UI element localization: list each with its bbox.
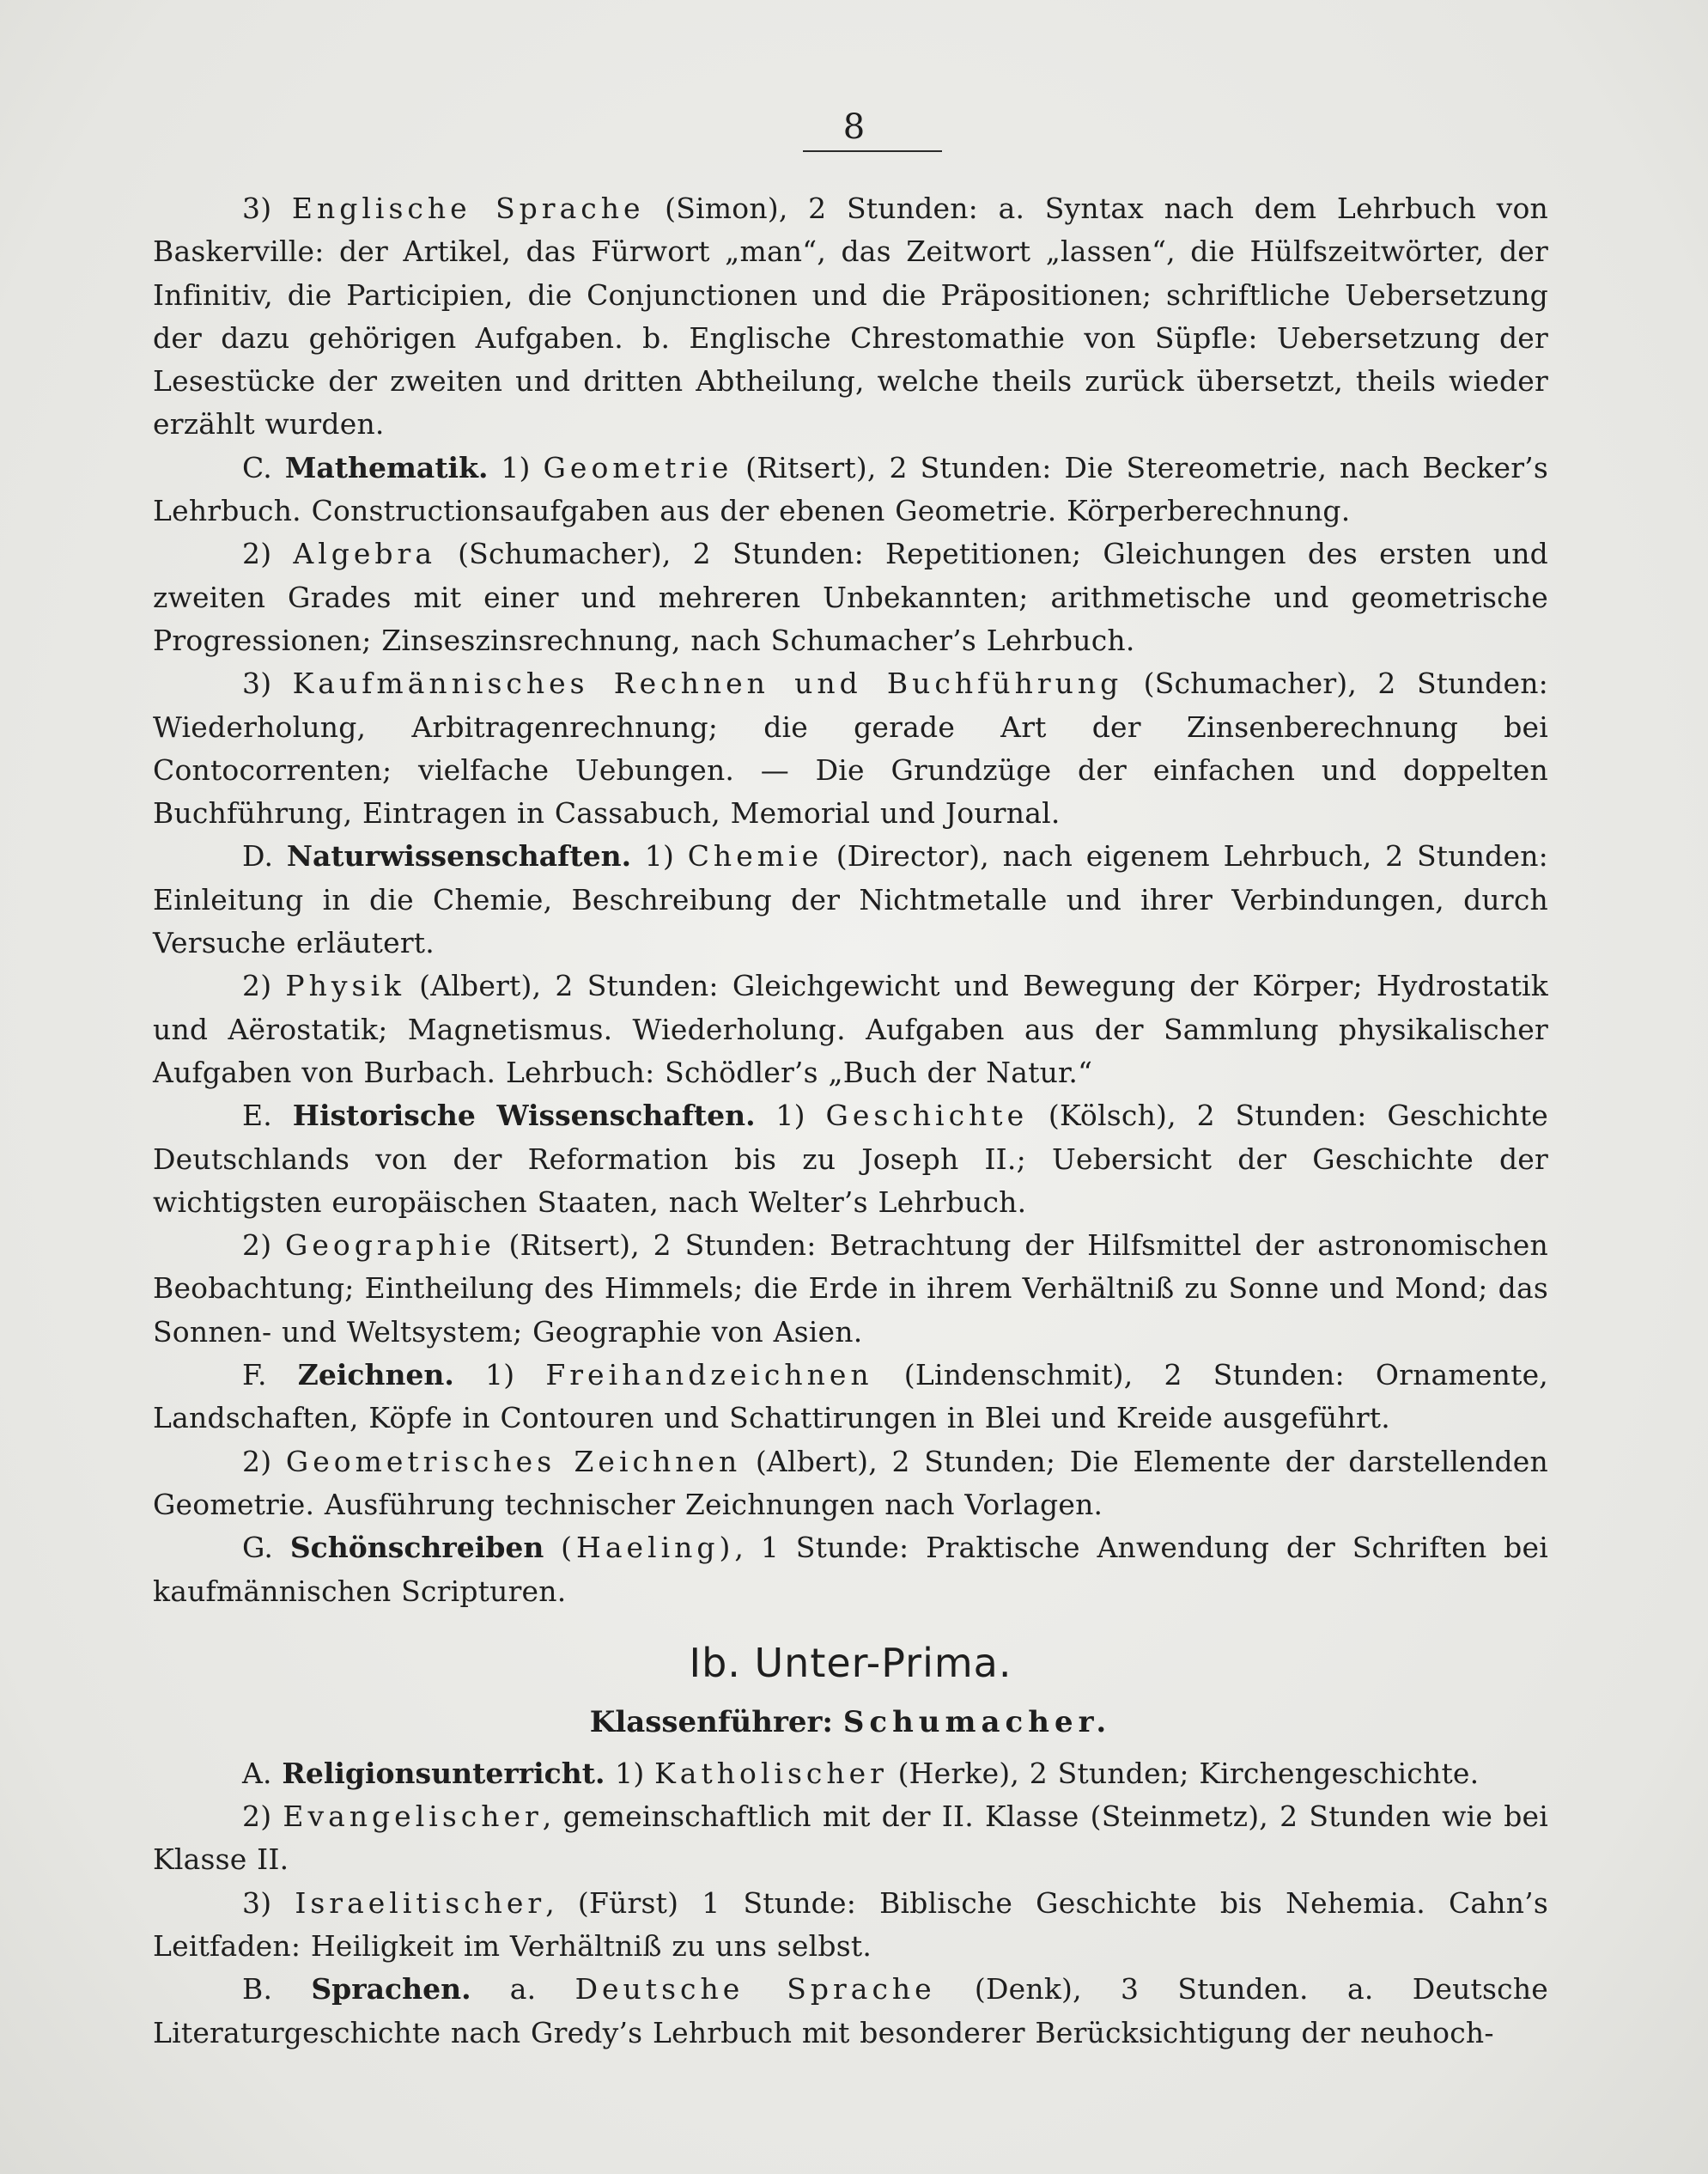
subject-name: Physik <box>285 969 406 1003</box>
page-number: 8 <box>842 107 866 147</box>
subject-name: Deutsche Sprache <box>574 1972 936 2007</box>
paragraph-calligraphy: G. Schönschreiben (Haeling), 1 Stunde: Praktische Anwendung der Schriften bei kaufmännischen Scripturen. <box>153 1531 1548 1608</box>
paragraph-languages: B. Sprachen. a. Deutsche Sprache (Denk), 3 Stunden. a. Deutsche Literaturgeschichte nach Gredy’s Lehrbuch mit besonderer Berücksichtigung der neuhoch- <box>153 1972 1549 2049</box>
paragraph-commercial: 3) Kaufmännisches Rechnen und Buchführung (Schumacher), 2 Stunden: Wiederholung, Arbitragenrechnung; die gerade Art der Zinsenberechnung bei Contocorrenten; vielfache Uebungen. — Die Grundzüge der einfachen und doppelten Buchführung, Eintragen in Cassabuch, Memorial und Journal. <box>153 667 1548 831</box>
section-head: Zeichnen. <box>297 1358 454 1392</box>
section-head: Schönschreiben <box>289 1531 544 1565</box>
paragraph-algebra: 2) Algebra (Schumacher), 2 Stunden: Repetitionen; Gleichungen des ersten und zweiten Grades mit einer und mehreren Unbekannten; arithmetische und geometrische Progressionen; Zinseszinsrechnung, nach Schumacher’s Lehrbuch. <box>153 537 1548 657</box>
paragraph-english: 3) Englische Sprache (Simon), 2 Stunden: a. Syntax nach dem Lehrbuch von Baskerville: der Artikel, das Fürwort „man“, das Zeitwort „lassen“, die Hülfszeitwörter, der Infinitiv, die Participien, die Conjunctionen und die Präpositionen; schriftliche Uebersetzung der dazu gehörigen Aufgaben. b. Englische Chrestomathie von Süpfle: Uebersetzung der Lesestücke der zweiten und dritten Abtheilung, welche theils zurück übersetzt, theils wieder erzählt wurden. <box>153 192 1548 441</box>
subject-name: Chemie <box>687 839 824 874</box>
header-rule <box>803 150 942 152</box>
subject-name: Englische Sprache <box>291 192 645 225</box>
teacher-name: (Haeling) <box>561 1531 735 1565</box>
subject-name: Geschichte <box>825 1099 1029 1133</box>
subject-name: Geometrie <box>543 450 733 484</box>
subject-name: Geographie <box>285 1228 495 1263</box>
section-head: Naturwissenschaften. <box>286 839 632 874</box>
section-head: Sprachen. <box>311 1972 471 2007</box>
section-title: Ib. Unter-Prima. <box>689 1639 1012 1686</box>
paragraph-geometric-drawing: 2) Geometrisches Zeichnen (Albert), 2 Stunden; Die Elemente der darstellenden Geometrie. Ausführung technischer Zeichnungen nach Vorlagen. <box>153 1444 1548 1521</box>
paragraph-history: E. Historische Wissenschaften. 1) Geschichte (Kölsch), 2 Stunden: Geschichte Deutschlands von der Reformation bis zu Joseph II.; Uebersicht der Geschichte der wichtigsten europäischen Staaten, nach Welter’s Lehrbuch. <box>153 1099 1548 1219</box>
paragraph-religion: A. Religionsunterricht. 1) Katholischer (Herke), 2 Stunden; Kirchengeschichte. <box>242 1756 1480 1790</box>
section-head: Historische Wissenschaften. <box>292 1099 756 1133</box>
section-head: Mathematik. <box>284 450 489 484</box>
paragraph-drawing: F. Zeichnen. 1) Freihandzeichnen (Lindenschmit), 2 Stunden: Ornamente, Landschaften, Köpfe in Contouren und Schattirungen in Blei und Kreide ausgeführt. <box>153 1358 1548 1435</box>
paragraph-israelite: 3) Israelitischer, (Fürst) 1 Stunde: Biblische Geschichte bis Nehemia. Cahn’s Leitfaden: Heiligkeit im Verhältniß zu uns selbst. <box>153 1885 1549 1963</box>
subject-name: Katholischer <box>654 1756 888 1790</box>
class-leader-name: Schumacher. <box>842 1704 1112 1739</box>
class-leader-label: Klassenführer: <box>589 1704 833 1739</box>
paragraph-physics: 2) Physik (Albert), 2 Stunden: Gleichgewicht und Bewegung der Körper; Hydrostatik und Aërostatik; Magnetismus. Wiederholung. Aufgaben aus der Sammlung physikalischer Aufgaben von Burbach. Lehrbuch: Schödler’s „Buch der Natur.“ <box>153 969 1548 1089</box>
subject-name: Algebra <box>293 537 436 571</box>
section-head: Religionsunterricht. <box>282 1756 605 1790</box>
paragraph-mathematics: C. Mathematik. 1) Geometrie (Ritsert), 2 Stunden: Die Stereometrie, nach Becker’s Lehrbuch. Constructionsaufgaben aus der ebenen Geometrie. Körperberechnung. <box>153 450 1548 528</box>
subject-name: Freihandzeichnen <box>545 1358 873 1392</box>
class-leader-line <box>153 1702 1548 1752</box>
subject-name: Evangelischer <box>283 1799 543 1834</box>
paragraph-natural-sciences: D. Naturwissenschaften. 1) Chemie (Director), nach eigenem Lehrbuch, 2 Stunden: Einleitung in die Chemie, Beschreibung der Nichtmetalle und ihrer Verbindungen, durch Versuche erläutert. <box>153 839 1548 960</box>
paragraph-geography: 2) Geographie (Ritsert), 2 Stunden: Betrachtung der Hilfsmittel der astronomischen Beobachtung; Eintheilung des Himmels; die Erde in ihrem Verhältniß zu Sonne und Mond; das Sonnen- und Weltsystem; Geographie von Asien. <box>153 1228 1548 1349</box>
text-body <box>153 187 1548 2055</box>
subject-name: Geometrisches Zeichnen <box>285 1444 742 1478</box>
subject-name: Kaufmännisches Rechnen und Buchführung <box>292 667 1123 701</box>
paragraph-evangelical: 2) Evangelischer, gemeinschaftlich mit der II. Klasse (Steinmetz), 2 Stunden wie bei Klasse II. <box>153 1799 1548 1877</box>
subject-name: Israelitischer <box>295 1885 546 1920</box>
